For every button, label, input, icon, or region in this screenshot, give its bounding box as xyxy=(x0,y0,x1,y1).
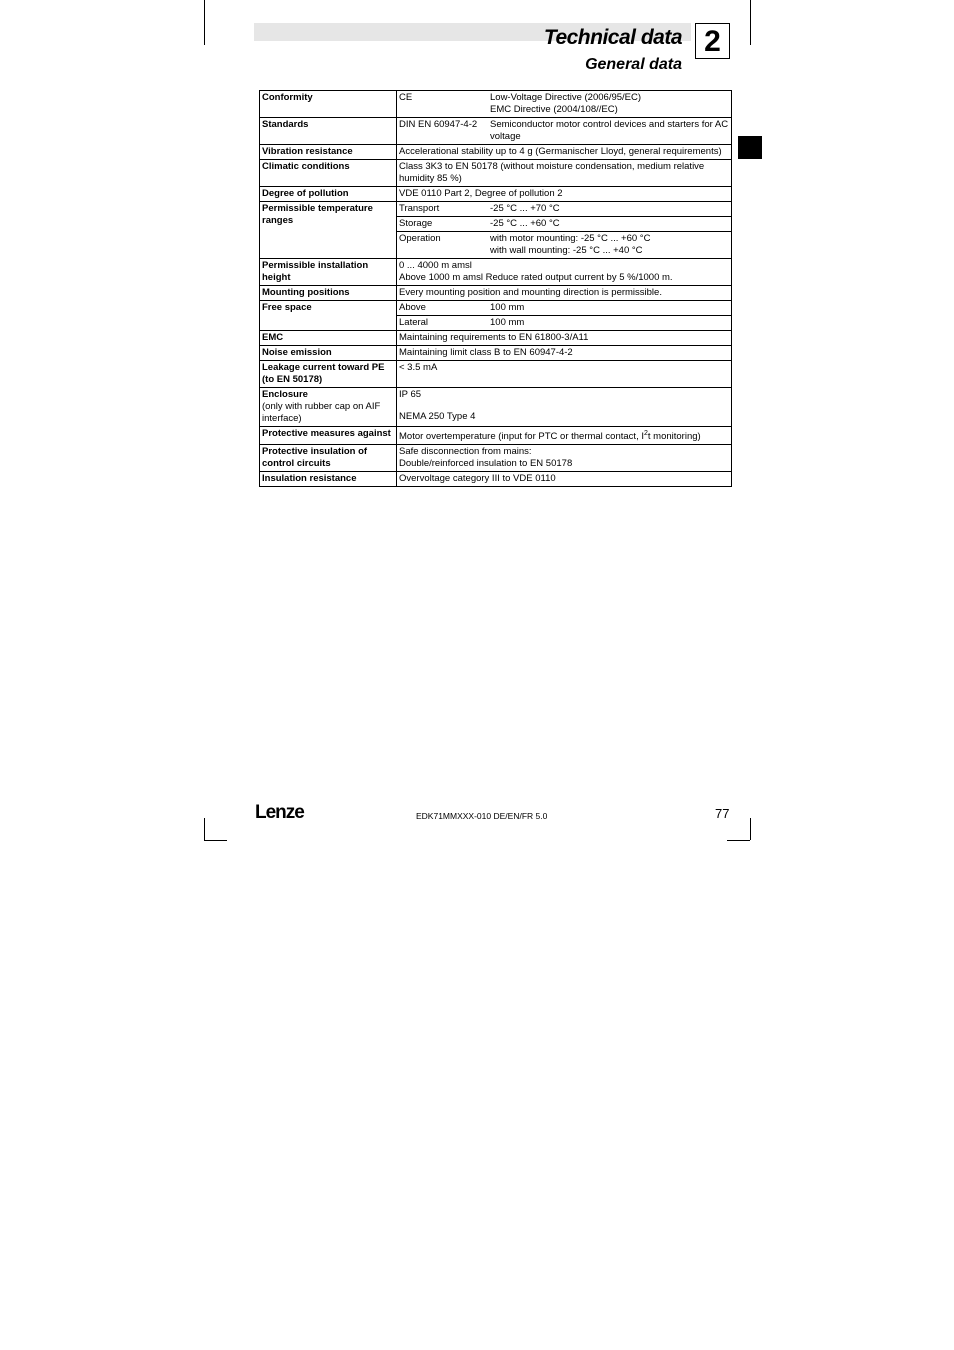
row-key: CE xyxy=(397,91,489,118)
row-value xyxy=(397,427,732,445)
row-key: Above xyxy=(397,301,489,316)
lenze-logo: Lenze xyxy=(255,802,304,823)
crop-mark xyxy=(204,0,205,45)
row-key: Lateral xyxy=(397,316,489,331)
value-line: Safe disconnection from mains: xyxy=(399,446,532,458)
row-value: -25 °C ... +60 °C xyxy=(488,217,732,232)
row-label: Leakage current toward PE (to EN 50178) xyxy=(260,361,397,388)
table-row xyxy=(260,427,732,445)
general-data-table xyxy=(259,90,732,487)
value-line: with wall mounting: -25 °C ... +40 °C xyxy=(490,245,643,256)
row-value xyxy=(488,232,732,259)
row-value: Maintaining requirements to EN 61800-3/A11 xyxy=(397,331,732,346)
document-reference: EDK71MMXXX-010 DE/EN/FR 5.0 xyxy=(416,811,548,821)
row-label: Insulation resistance xyxy=(260,472,397,487)
row-value: Maintaining limit class B to EN 60947-4-2 xyxy=(397,346,732,361)
table-row xyxy=(260,445,732,472)
table-row xyxy=(260,145,732,160)
value-line: with motor mounting: -25 °C ... +60 °C xyxy=(490,233,651,244)
crop-mark xyxy=(204,818,205,840)
row-value: -25 °C ... +70 °C xyxy=(488,202,732,217)
row-label: Vibration resistance xyxy=(260,145,397,160)
table-row xyxy=(260,118,732,145)
page-subtitle: General data xyxy=(585,56,682,73)
table-row xyxy=(260,160,732,187)
row-value: Class 3K3 to EN 50178 (without moisture condensation, medium relative humidity 85 %) xyxy=(397,160,732,187)
crop-mark xyxy=(750,0,751,45)
row-label: Permissible temperature ranges xyxy=(260,202,397,259)
table-row xyxy=(260,202,732,217)
table-row xyxy=(260,301,732,316)
chapter-number: 2 xyxy=(695,23,730,59)
value-text: t monitoring) xyxy=(647,431,701,443)
row-value xyxy=(397,445,732,472)
crop-mark xyxy=(750,818,751,840)
row-label: Standards xyxy=(260,118,397,145)
row-value xyxy=(488,91,732,118)
table-row xyxy=(260,472,732,487)
value-superscript: 2 xyxy=(643,430,648,437)
table-row xyxy=(260,361,732,388)
table-row xyxy=(260,286,732,301)
row-value: 100 mm xyxy=(488,316,732,331)
value-line: Double/reinforced insulation to EN 50178 xyxy=(399,458,573,470)
crop-mark xyxy=(204,840,227,841)
row-label xyxy=(260,388,397,427)
row-label: Climatic conditions xyxy=(260,160,397,187)
row-value: < 3.5 mA xyxy=(397,361,732,388)
row-value xyxy=(397,388,732,427)
row-label: EMC xyxy=(260,331,397,346)
label-note: (only with rubber cap on AIF interface) xyxy=(262,401,381,424)
row-label: Permissible installation height xyxy=(260,259,397,286)
chapter-tab-marker xyxy=(738,136,762,159)
row-value: Every mounting position and mounting direction is permissible. xyxy=(397,286,732,301)
row-value: Overvoltage category III to VDE 0110 xyxy=(397,472,732,487)
row-label: Conformity xyxy=(260,91,397,118)
value-line: IP 65 xyxy=(399,389,422,400)
row-value: VDE 0110 Part 2, Degree of pollution 2 xyxy=(397,187,732,202)
crop-mark xyxy=(727,840,750,841)
table-row xyxy=(260,259,732,286)
table-row xyxy=(260,91,732,118)
value-line: Above 1000 m amsl Reduce rated output current by 5 %/1000 m. xyxy=(399,272,673,283)
row-key: Operation xyxy=(397,232,489,259)
value-line: EMC Directive (2004/108//EC) xyxy=(490,104,618,115)
row-value xyxy=(397,259,732,286)
row-value: Accelerational stability up to 4 g (Germanischer Lloyd, general requirements) xyxy=(397,145,732,160)
row-key: Transport xyxy=(397,202,489,217)
row-key: Storage xyxy=(397,217,489,232)
value-line: 0 ... 4000 m amsl xyxy=(399,260,472,271)
row-label: Noise emission xyxy=(260,346,397,361)
table-row xyxy=(260,187,732,202)
row-label: Free space xyxy=(260,301,397,331)
row-value: 100 mm xyxy=(488,301,732,316)
label-text: Enclosure xyxy=(262,389,308,400)
value-line: NEMA 250 Type 4 xyxy=(399,411,476,422)
value-line: Low-Voltage Directive (2006/95/EC) xyxy=(490,92,642,103)
row-value: Semiconductor motor control devices and starters for AC voltage xyxy=(488,118,732,145)
row-key: DIN EN 60947-4-2 xyxy=(397,118,489,145)
value-text: Motor overtemperature (input for PTC or thermal contact, I xyxy=(399,431,644,443)
table-row xyxy=(260,388,732,427)
row-label: Protective insulation of control circuits xyxy=(260,445,397,472)
page-number: 77 xyxy=(715,806,730,821)
table-row xyxy=(260,346,732,361)
row-label: Mounting positions xyxy=(260,286,397,301)
row-label: Degree of pollution xyxy=(260,187,397,202)
row-label: Protective measures against xyxy=(260,427,397,445)
page-title: Technical data xyxy=(543,26,682,49)
table-row xyxy=(260,331,732,346)
